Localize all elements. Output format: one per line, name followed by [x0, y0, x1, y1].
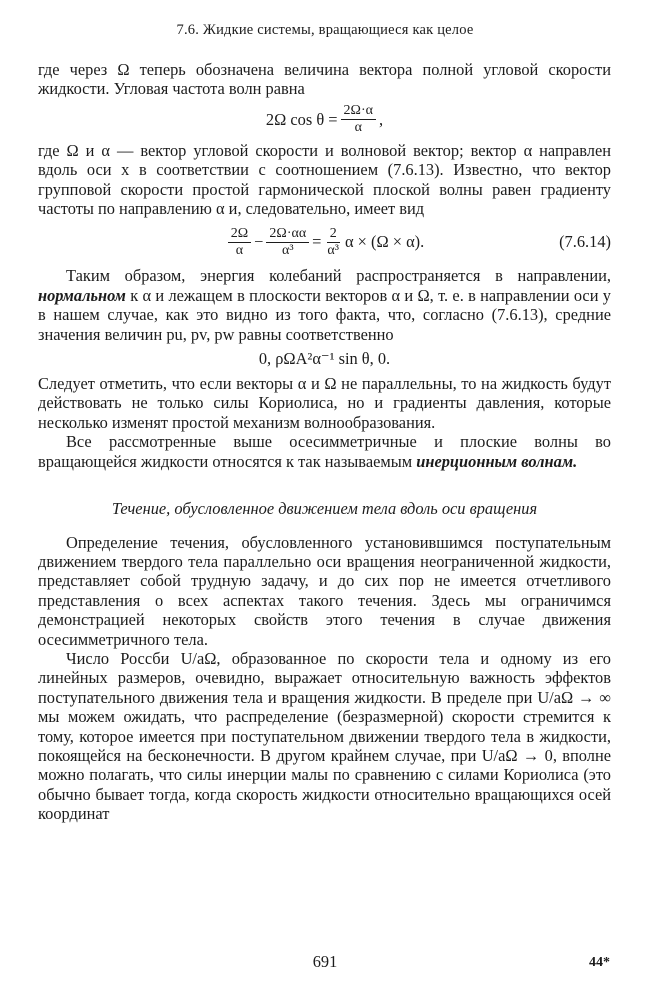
page-number: 691: [312, 952, 338, 971]
equation-angular-frequency: [38, 99, 611, 141]
eq2-f1-denominator: α: [235, 242, 244, 258]
eq2-minus: −: [254, 232, 264, 252]
paragraph-4: Следует отметить, что если векторы α и Ω не параллельны, то на жидкость будут действовать не только силы Кориолиса, но и градиенты давления, которые несколько изменят простой механизм волнообразования.: [38, 374, 611, 432]
eq2-fraction-1: [228, 226, 251, 259]
section-title: Течение, обусловленное движением тела вдоль оси вращения: [111, 499, 538, 519]
eq1-tail: ,: [378, 109, 384, 129]
paragraph-5-text: Все рассмотренные выше осесимметричные и плоские волны во вращающейся жидкости относятся к так называемым: [38, 432, 611, 471]
paragraph-3-text-b: к α и лежащем в плоскости векторов α и Ω, т. е. в направлении оси y в нашем случае, как это видно из того факта, что, согласно (7.6.13), средние значения величин pu, pv, pw равны соответственно: [38, 285, 611, 344]
eq2-f2-denominator: α³: [282, 242, 294, 258]
paragraph-5-emphasis: инерционным волнам.: [416, 451, 578, 471]
eq2-tail: α × (Ω × α).: [344, 232, 425, 252]
paragraph-3: [38, 266, 611, 344]
paragraph-2: где Ω и α — вектор угловой скорости и волновой вектор; вектор α направлен вдоль оси x в соответствии с соотношением (7.6.13). Известно, что вектор групповой скорости простой гармонической плоской волны равен градиенту частоты по направлению α и, следовательно, имеет вид: [38, 140, 611, 219]
paragraph-3-emphasis: нормальном: [38, 285, 126, 305]
equation-7-6-14: [38, 218, 611, 266]
eq2-f3-denominator: α³: [327, 242, 339, 258]
paragraph-6: Определение течения, обусловленного установившимся поступательным движением твердого тела параллельно оси вращения неограниченной жидкости, представляет собой трудную задачу, и до сих пор не имеется отчетливого представления о всех аспектах такого течения. Здесь мы ограничимся демонстрацией некоторых свойств этого течения в случае движения осесимметричного тела.: [38, 532, 611, 649]
eq2-f1-numerator: 2Ω: [228, 226, 251, 243]
eq1-fraction: [341, 103, 376, 136]
page-body: [38, 60, 611, 824]
paragraph-5: [38, 432, 611, 471]
printer-signature: 44*: [589, 955, 610, 970]
paragraph-3-text-a: Таким образом, энергия колебаний распространяется в направлении,: [66, 266, 611, 286]
eq2-fraction-3: [324, 226, 342, 259]
paragraph-7: Число Россби U/aΩ, образованное по скорости тела и одному из его линейных размеров, очевидно, выражает относительную важность эффектов поступательного движения тела и вращения жидкости. В пределе при U/aΩ → ∞ мы можем ожидать, что распределение (безразмерной) скорости стремится к тому, которое имеется при поступательном движении твердого тела в жидкости, покоящейся на бесконечности. В другом крайнем случае, при U/aΩ → 0, вполне можно полагать, что силы инерции малы по сравнению с силами Кориолиса (это обычно бывает тогда, когда скорость жидкости относительно вращающихся осей координат: [38, 648, 611, 824]
paragraph-1: где через Ω теперь обозначена величина вектора полной угловой скорости жидкости. Угловая частота волн равна: [38, 60, 611, 99]
equation-number: (7.6.14): [559, 232, 611, 252]
eq2-equals: =: [312, 232, 322, 252]
eq1-numerator: 2Ω·α: [341, 103, 376, 120]
eq1-denominator: α: [354, 120, 362, 136]
equation-mean-values: 0, ρΩA²α⁻¹ sin θ, 0.: [258, 349, 391, 369]
eq1-left: 2Ω cos θ =: [265, 109, 338, 129]
running-head: 7.6. Жидкие системы, вращающиеся как целое: [176, 22, 474, 38]
eq2-fraction-2: [266, 226, 309, 259]
eq2-f2-numerator: 2Ω·αα: [266, 226, 309, 243]
eq2-f3-numerator: 2: [327, 226, 340, 243]
